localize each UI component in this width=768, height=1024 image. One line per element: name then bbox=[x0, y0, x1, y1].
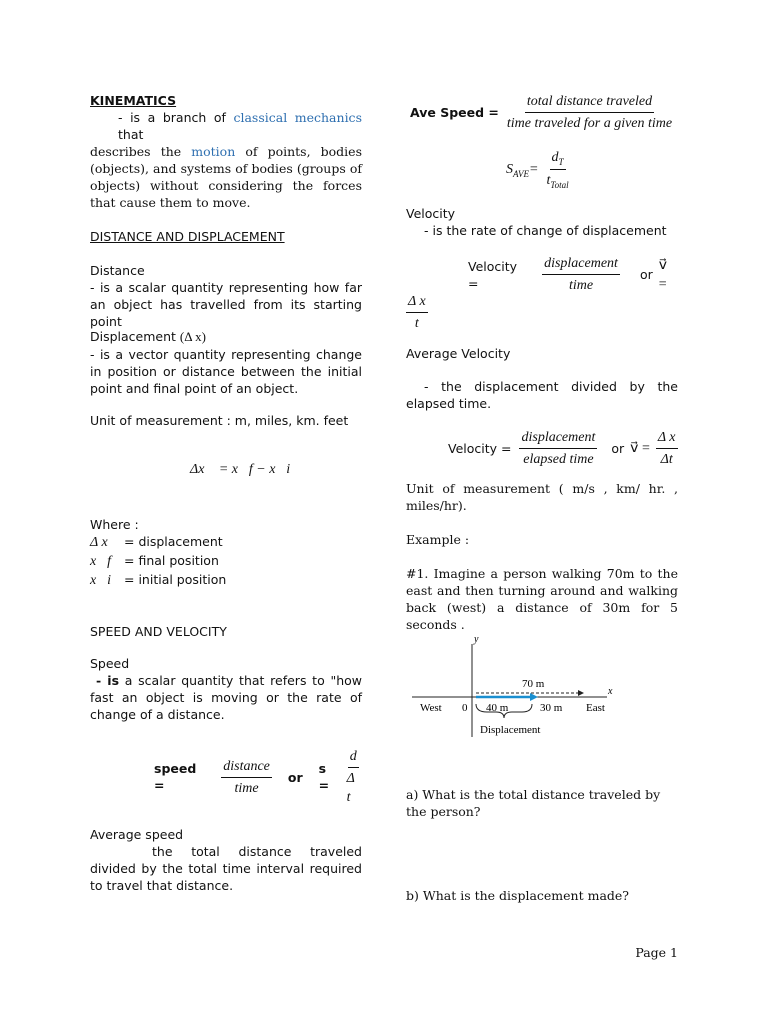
kinematics-heading: KINEMATICS bbox=[90, 93, 177, 108]
s-ave-denominator: t bbox=[546, 173, 551, 189]
kinematics-text: of points, bodies (objects), and systems of bodies (groups of objects) without considering the forces that cause them to move. bbox=[90, 144, 362, 210]
link-classical-mechanics[interactable]: classical mechanics bbox=[233, 110, 362, 125]
speed-eq-or: or bbox=[287, 769, 303, 785]
example-title: Example : bbox=[406, 532, 470, 547]
kinematics-text: that bbox=[118, 127, 144, 142]
kinematics-section bbox=[90, 92, 362, 211]
displacement-symbol: (Δ x) bbox=[179, 329, 206, 344]
question-b: b) What is the displacement made? bbox=[406, 888, 629, 903]
unit-of-measurement: Unit of measurement : m, miles, km. feet bbox=[90, 413, 349, 428]
distance-section bbox=[90, 262, 362, 330]
velocity-fraction bbox=[406, 292, 428, 333]
speed-s-numerator: d bbox=[348, 747, 359, 768]
distance-displacement-heading: DISTANCE AND DISPLACEMENT bbox=[90, 229, 285, 244]
velocity-title: Velocity bbox=[406, 206, 456, 221]
speed-s-label: s = bbox=[318, 761, 330, 794]
page-number: Page 1 bbox=[635, 945, 678, 960]
avg-velocity-v-denominator: Δt bbox=[660, 452, 673, 468]
avg-velocity-denominator: elapsed time bbox=[523, 452, 594, 468]
diagram-y-label: y bbox=[474, 634, 479, 645]
diagram-west-label: West bbox=[420, 702, 442, 714]
avg-velocity-numerator: displacement bbox=[519, 428, 597, 449]
example-text: #1. Imagine a person walking 70m to the east and then turning around and walking back (west) a distance of 30m for 5 seconds . bbox=[406, 566, 678, 632]
average-velocity-text: - the displacement divided by the elapsed time. bbox=[406, 379, 678, 411]
velocity-frac-numerator: Δ x bbox=[406, 292, 428, 313]
s-ave-num-sub: T bbox=[558, 156, 564, 167]
speed-text-bold: - is bbox=[96, 673, 120, 688]
velocity-eq-or: or bbox=[639, 267, 653, 283]
speed-title: Speed bbox=[90, 656, 130, 671]
diagram-70m-label: 70 m bbox=[522, 678, 545, 690]
speed-s-denominator: Δ t bbox=[346, 771, 355, 806]
avg-velocity-eq-label: Velocity = bbox=[448, 441, 512, 457]
ave-speed-equation bbox=[410, 92, 674, 133]
kinematics-text: describes the bbox=[90, 144, 182, 159]
question-a: a) What is the total distance traveled by the person? bbox=[406, 787, 661, 819]
link-motion[interactable]: motion bbox=[191, 144, 236, 159]
where-item bbox=[90, 552, 226, 571]
average-velocity-section bbox=[406, 345, 678, 412]
velocity-eq-denominator: time bbox=[568, 278, 594, 294]
avg-velocity-or: or bbox=[611, 441, 625, 457]
avg-velocity-v-numerator: Δ x bbox=[656, 428, 678, 449]
diagram-east-label: East bbox=[586, 702, 605, 714]
where-symbol: x⃗f bbox=[90, 554, 111, 570]
where-item bbox=[90, 533, 226, 552]
diagram-displacement-label: Displacement bbox=[480, 724, 541, 736]
average-velocity-equation bbox=[448, 428, 678, 469]
velocity-frac-denominator: t bbox=[414, 316, 419, 332]
velocity-v-label: v⃗ = bbox=[658, 257, 668, 292]
diagram-zero-label: 0 bbox=[462, 702, 468, 714]
where-desc: = displacement bbox=[124, 534, 223, 549]
s-ave-numerator: d bbox=[551, 150, 559, 165]
velocity-equation bbox=[468, 254, 678, 295]
velocity-eq-numerator: displacement bbox=[542, 254, 620, 275]
s-ave-equation bbox=[506, 148, 571, 191]
velocity-text: - is the rate of change of displacement bbox=[424, 223, 667, 238]
velocity-unit: Unit of measurement ( m/s , km/ hr. , miles/hr). bbox=[406, 481, 678, 513]
speed-eq-denominator: time bbox=[234, 780, 259, 796]
avg-velocity-v-label: v⃗ = bbox=[630, 441, 650, 457]
speed-equation bbox=[154, 747, 362, 807]
average-speed-text: the total distance traveled divided by the total time interval required to travel that distance. bbox=[90, 844, 362, 893]
ave-speed-numerator: total distance traveled bbox=[525, 92, 654, 113]
speed-eq-numerator: distance bbox=[221, 757, 272, 778]
diagram-displacement-arrowhead bbox=[530, 693, 538, 701]
where-desc: = final position bbox=[124, 553, 219, 569]
diagram-30m-label: 30 m bbox=[540, 702, 563, 714]
distance-text: - is a scalar quantity representing how far an object has travelled from its starting point bbox=[90, 280, 362, 329]
ave-speed-denominator: time traveled for a given time bbox=[506, 116, 673, 132]
speed-velocity-heading: SPEED AND VELOCITY bbox=[90, 624, 227, 639]
speed-section bbox=[90, 655, 362, 723]
average-speed-title: Average speed bbox=[90, 827, 184, 842]
s-ave-subscript: AVE bbox=[513, 168, 530, 179]
diagram-40m-label: 40 m bbox=[486, 702, 509, 714]
s-ave-symbol: S bbox=[506, 161, 513, 177]
velocity-eq-label: Velocity = bbox=[468, 258, 518, 291]
displacement-section bbox=[90, 328, 362, 397]
speed-eq-label: speed = bbox=[154, 761, 197, 794]
where-section bbox=[90, 516, 226, 590]
velocity-section bbox=[406, 205, 678, 239]
ave-speed-label: Ave Speed = bbox=[410, 105, 499, 121]
diagram-x-label: x bbox=[608, 686, 613, 697]
average-velocity-title: Average Velocity bbox=[406, 346, 511, 361]
speed-text: a scalar quantity that refers to "how fast an object is moving or the rate of change of a distance. bbox=[90, 673, 363, 722]
s-ave-equals: = bbox=[529, 161, 539, 177]
diagram-70m-arrowhead bbox=[578, 690, 584, 696]
where-symbol: x⃗i bbox=[90, 573, 111, 589]
where-title: Where : bbox=[90, 517, 139, 532]
displacement-text: - is a vector quantity representing change in position or distance between the initial point and final point of an object. bbox=[90, 346, 362, 396]
where-item bbox=[90, 571, 226, 590]
where-desc: = initial position bbox=[124, 572, 227, 588]
displacement-diagram bbox=[412, 632, 622, 742]
s-ave-den-sub: Total bbox=[550, 179, 569, 190]
displacement-title: Displacement bbox=[90, 329, 176, 344]
displacement-formula: Δx⃗ = x⃗f − x⃗i bbox=[190, 462, 291, 477]
average-speed-section bbox=[90, 826, 362, 894]
where-symbol: Δ x⃗ bbox=[90, 535, 119, 550]
kinematics-text: - is a branch of bbox=[118, 110, 226, 125]
distance-title: Distance bbox=[90, 263, 145, 278]
